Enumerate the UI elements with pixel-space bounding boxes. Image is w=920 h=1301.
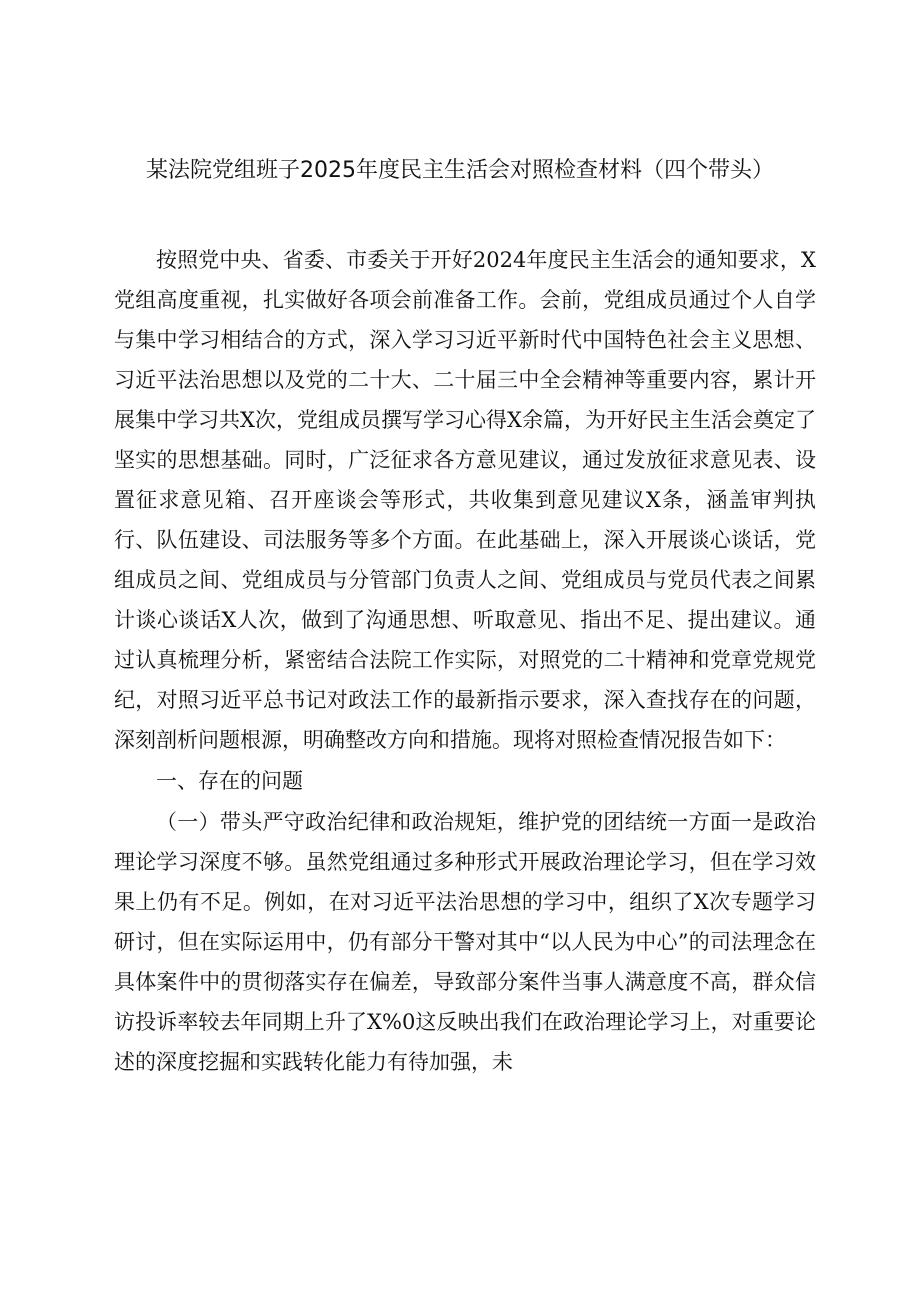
intro-paragraph: 按照党中央、省委、市委关于开好2024年度民主生活会的通知要求，X党组高度重视，扎实做好各项会前准备工作。会前，党组成员通过个人自学与集中学习相结合的方式，深入学习习近平新时代中国特色社会主义思想、习近平法治思想以及党的二十大、二十届三中全会精神等重要内容，累计开展集中学习共X次，党组成员撰写学习心得X余篇，为开好民主生活会奠定了坚实的思想基础。同时，广泛征求各方意见建议，通过发放征求意见表、设置征求意见箱、召开座谈会等形式，共收集到意见建议X条，涵盖审判执行、队伍建设、司法服务等多个方面。在此基础上，深入开展谈心谈话，党组成员之间、党组成员与分管部门负责人之间、党组成员与党员代表之间累计谈心谈话X人次，做到了沟通思想、听取意见、指出不足、提出建议。通过认真梳理分析，紧密结合法院工作实际，对照党的二十精神和党章党规党纪，对照习近平总书记对政法工作的最新指示要求，深入查找存在的问题，深刻剖析问题根源，明确整改方向和措施。现将对照检查情况报告如下： xyxy=(114,248,816,752)
document-body xyxy=(114,240,816,1082)
subsection-paragraph: （一）带头严守政治纪律和政治规矩，维护党的团结统一方面一是政治理论学习深度不够。虽然党组通过多种形式开展政治理论学习，但在学习效果上仍有不足。例如，在对习近平法治思想的学习中，组织了X次专题学习研讨，但在实际运用中，仍有部分干警对其中“以人民为中心”的司法理念在具体案件中的贯彻落实存在偏差，导致部分案件当事人满意度不高，群众信访投诉率较去年同期上升了X%0这反映出我们在政治理论学习上，对重要论述的深度挖掘和实践转化能力有待加强，未 xyxy=(114,810,816,1074)
section-heading: 一、存在的问题 xyxy=(156,769,303,793)
document-title: 某法院党组班子2025年度民主生活会对照检查材料（四个带头） xyxy=(146,158,774,183)
